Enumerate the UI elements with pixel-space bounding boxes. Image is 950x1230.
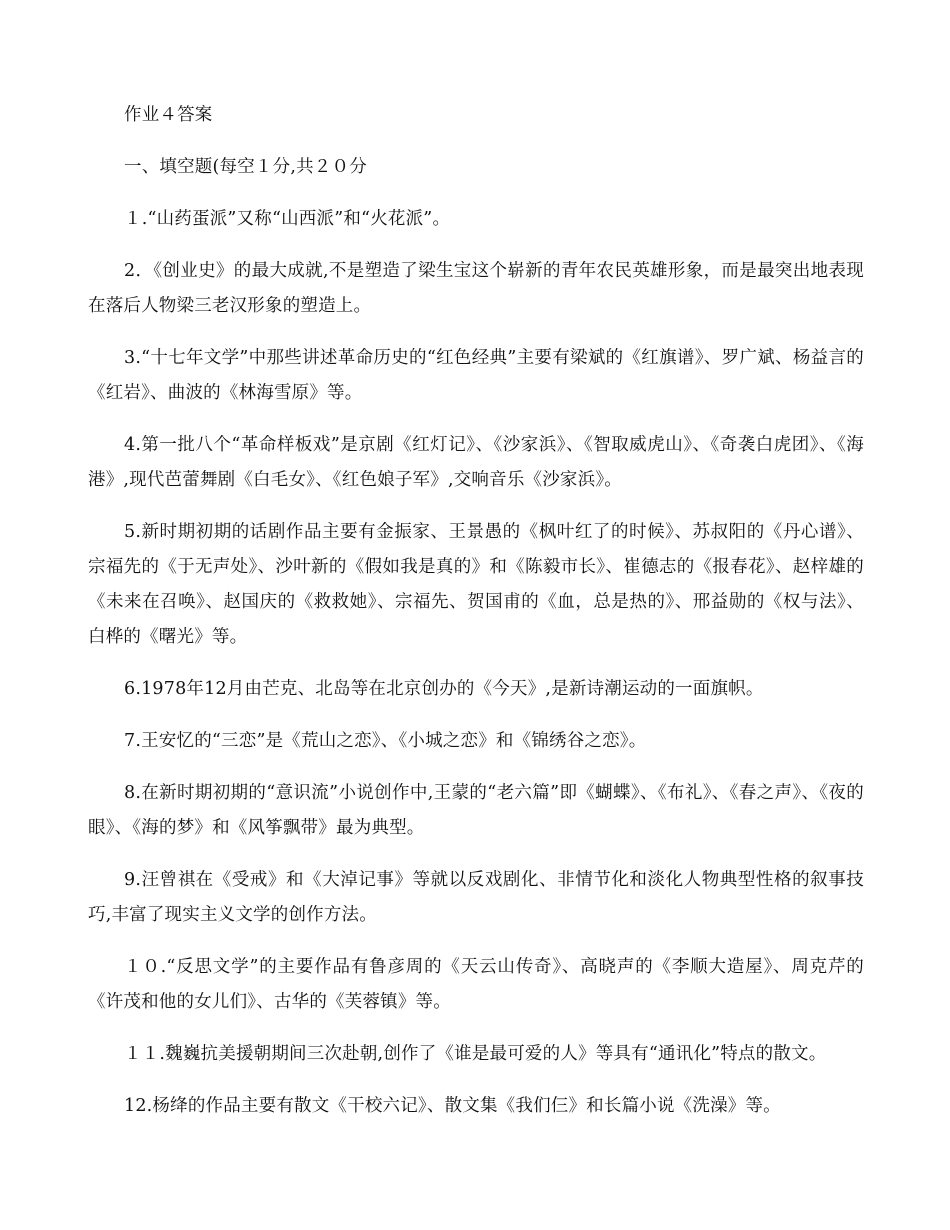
section-heading: 一、填空题(每空１分,共２０分 [124, 157, 367, 177]
answer-item-11: １１.魏巍抗美援朝期间三次赴朝,创作了《谁是最可爱的人》等具有“通讯化”特点的散文。 [124, 1044, 827, 1064]
answer-item-8: 8.在新时期初期的“意识流”小说创作中,王蒙的“老六篇”即《蝴蝶》、《布礼》、《春之声》、《夜的眼》、《海的梦》和《风筝飘带》最为典型。 [88, 783, 864, 838]
answer-item-6: 6.1978年12月由芒克、北岛等在北京创办的《今天》,是新诗潮运动的一面旗帜。 [124, 679, 764, 699]
answer-item-9: 9.汪曾祺在《受戒》和《大淖记事》等就以反戏剧化、非情节化和淡化人物典型性格的叙事技巧,丰富了现实主义文学的创作方法。 [88, 870, 864, 925]
answer-item-1: １.“山药蛋派”又称“山西派”和“火花派”。 [124, 209, 451, 229]
document-body [88, 98, 864, 1141]
answer-item-7: 7.王安忆的“三恋”是《荒山之恋》、《小城之恋》和《锦绣谷之恋》。 [124, 731, 647, 751]
answer-item-5: 5.新时期初期的话剧作品主要有金振家、王景愚的《枫叶红了的时候》、苏叔阳的《丹心谱》、宗福先的《于无声处》、沙叶新的《假如我是真的》和《陈毅市长》、崔德志的《报春花》、赵梓雄的《未来在召唤》、赵国庆的《救救她》、宗福先、贺国甫的《血，总是热的》、邢益勋的《权与法》、白桦的《曙光》等。 [88, 522, 864, 647]
answer-item-10: １０.“反思文学”的主要作品有鲁彦周的《天云山传奇》、高晓声的《李顺大造屋》、周克芹的《许茂和他的女儿们》、古华的《芙蓉镇》等。 [88, 957, 864, 1012]
answer-item-12: 12.杨绛的作品主要有散文《干校六记》、散文集《我们仨》和长篇小说《洗澡》等。 [124, 1096, 781, 1116]
document-title: 作业４答案 [124, 105, 213, 125]
answer-item-3: 3.“十七年文学”中那些讲述革命历史的“红色经典”主要有梁斌的《红旗谱》、罗广斌、杨益言的《红岩》、曲波的《林海雪原》等。 [88, 348, 864, 403]
answer-item-2: 2．《创业史》的最大成就,不是塑造了梁生宝这个崭新的青年农民英雄形象，而是最突出地表现在落后人物梁三老汉形象的塑造上。 [88, 261, 864, 316]
answer-item-4: 4.第一批八个“革命样板戏”是京剧《红灯记》、《沙家浜》、《智取威虎山》、《奇袭白虎团》、《海港》,现代芭蕾舞剧《白毛女》、《红色娘子军》,交响音乐《沙家浜》。 [88, 435, 864, 490]
